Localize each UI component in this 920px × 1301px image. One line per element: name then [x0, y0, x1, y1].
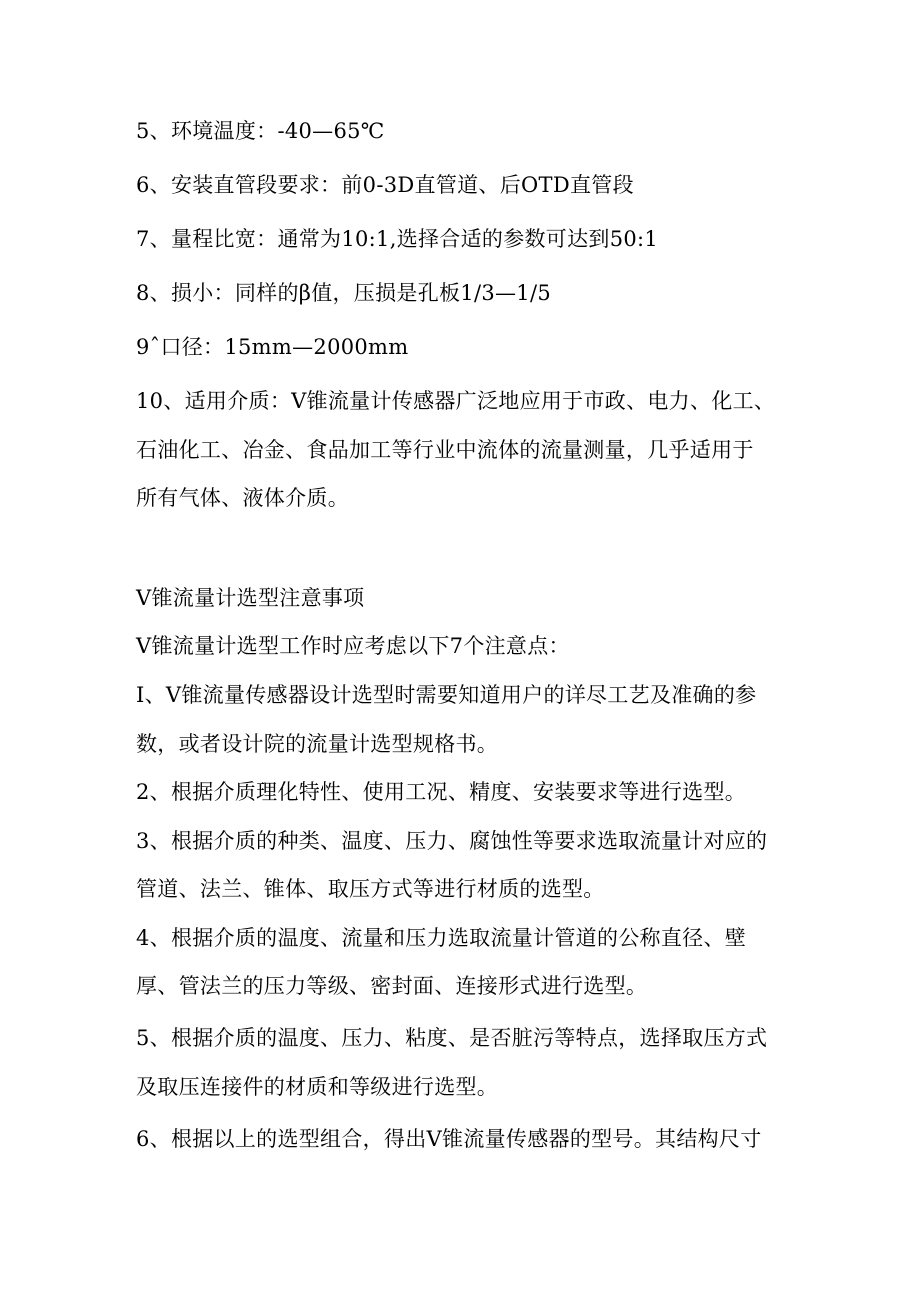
spec-item-media-line-1: 10、适用介质：V锥流量计传感器广泛地应用于市政、电力、化工、 — [136, 389, 776, 413]
note-6-line-1: 6、根据以上的选型组合，得出V锥流量传感器的型号。其结构尺寸 — [136, 1127, 762, 1151]
spec-item-media-line-2: 石油化工、冶金、食品加工等行业中流体的流量测量，几乎适用于 — [136, 438, 754, 462]
note-4-line-1: 4、根据介质的温度、流量和压力选取流量计管道的公称直径、壁 — [136, 926, 747, 950]
spec-item-ambient-temperature: 5、环境温度：-40—65℃ — [136, 119, 385, 143]
note-3-line-1: 3、根据介质的种类、温度、压力、腐蚀性等要求选取流量计对应的 — [136, 829, 768, 853]
note-1-line-2: 数，或者设计院的流量计选型规格书。 — [136, 732, 499, 756]
section-title: V锥流量计选型注意事项 — [136, 586, 365, 610]
note-5-line-2: 及取压连接件的材质和等级进行选型。 — [136, 1075, 499, 1099]
note-1-line-1: I、V锥流量传感器设计选型时需要知道用户的详尽工艺及准确的参 — [136, 683, 757, 707]
spec-item-diameter: 9ˆ口径：15mm—2000mm — [136, 335, 409, 359]
spec-item-pressure-loss: 8、损小：同样的β值，压损是孔板1/3—1/5 — [136, 281, 551, 305]
note-2: 2、根据介质理化特性、使用工况、精度、安装要求等进行选型。 — [136, 780, 747, 804]
spec-item-range-ratio: 7、量程比宽：通常为10:1,选择合适的参数可达到50:1 — [136, 227, 659, 251]
note-3-line-2: 管道、法兰、锥体、取压方式等进行材质的选型。 — [136, 877, 605, 901]
section-intro: V锥流量计选型工作时应考虑以下7个注意点： — [136, 634, 570, 658]
note-4-line-2: 厚、管法兰的压力等级、密封面、连接形式进行选型。 — [136, 974, 648, 998]
spec-item-straight-pipe: 6、安装直管段要求：前0-3D直管道、后OTD直管段 — [136, 173, 634, 197]
note-5-line-1: 5、根据介质的温度、压力、粘度、是否脏污等特点，选择取压方式 — [136, 1026, 768, 1050]
spec-item-media-line-3: 所有气体、液体介质。 — [136, 486, 349, 510]
